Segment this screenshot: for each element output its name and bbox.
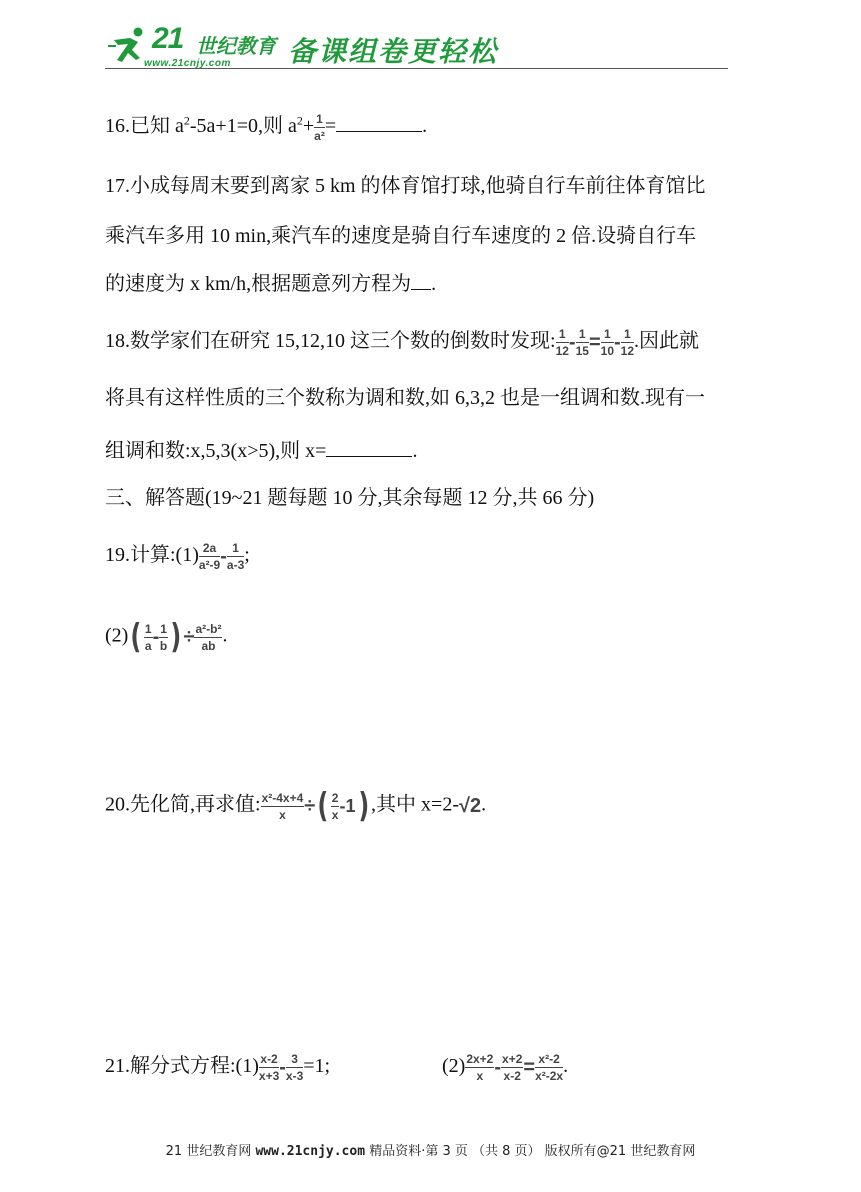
question-17-line-2: 乘汽车多用 10 min,乘汽车的速度是骑自行车速度的 2 倍.设骑自行车: [105, 225, 697, 247]
fraction: $\frac{x+2}{x-2}$: [502, 1051, 523, 1083]
fraction: $\frac{\text{x²-2}}{\text{x²-2x}}$: [535, 1051, 564, 1083]
fraction: $\frac{\text{a²-b²}}{ab}$: [195, 621, 222, 653]
question-17-line-3: 的速度为 x km/h,根据题意列方程为 .: [105, 273, 437, 295]
question-18-line-2: 将具有这样性质的三个数称为调和数,如 6,3,2 也是一组调和数.现有一: [105, 387, 705, 409]
fraction: $\frac{2a}{\text{a²-9}}$: [198, 540, 221, 572]
section-heading: 三、解答题(19~21 题每题 10 分,其余每题 12 分,共 66 分): [105, 487, 595, 509]
fraction: $\frac{1}{\text{a²}}$: [314, 111, 325, 143]
footer-link[interactable]: www.21cnjy.com: [255, 1144, 366, 1159]
fraction: $\frac{2}{x}$: [331, 790, 339, 822]
answer-blank: [336, 113, 422, 132]
fraction: $\frac{1}{b}$: [159, 621, 168, 653]
fraction: $\frac{2x+2}{x}$: [466, 1051, 494, 1083]
question-20: 20.先化简,再求值: $\frac{\text{x²-4x+4}}{x}$ ÷( $\frac{2}{x}$ -1) ,其中 x=2-√2.: [105, 786, 487, 826]
page-footer: 21 世纪教育网 www.21cnjy.com 精品资料·第 3 页 （共 8 页） 版权所有@21 世纪教育网: [165, 1144, 696, 1159]
fraction: $\frac{1}{12}$: [620, 326, 635, 358]
answer-blank: [411, 271, 431, 290]
header-slogan: 备课组卷更轻松: [288, 35, 499, 68]
question-21-part-2: (2) $\frac{2x+2}{x}$ - $\frac{x+2}{x-2}$ = $\frac{\text{x²-2}}{\text{x²-2x}}$ .: [442, 1051, 569, 1083]
fraction: $\frac{1}{a-3}$: [226, 540, 245, 572]
fraction: $\frac{x-2}{x+3}$: [258, 1051, 280, 1083]
answer-blank: [326, 438, 412, 457]
question-16: 16.已知 $a^2-5a+1=0$,则 $a^2+$ $\frac{1}{\text{a²}}$ = .: [105, 111, 428, 143]
fraction: $\frac{1}{a}$: [144, 621, 152, 653]
fraction: $\frac{\text{x²-4x+4}}{x}$: [261, 790, 304, 822]
logo-number: 21: [152, 22, 184, 55]
question-21: 21.解分式方程:(1) $\frac{x-2}{x+3}$ - $\frac{3}{x-3}$ =1;: [105, 1051, 331, 1083]
fraction: $\frac{1}{15}$: [575, 326, 589, 358]
fraction: $\frac{1}{10}$: [600, 326, 614, 358]
fraction: $\frac{1}{12}$: [555, 326, 569, 358]
question-17-line-1: 17.小成每周末要到离家 5 km 的体育馆打球,他骑自行车前往体育馆比: [105, 175, 706, 197]
question-18-line-1: 18.数学家们在研究 15,12,10 这三个数的倒数时发现: $\frac{1}{12}$ - $\frac{1}{15}$ = $\frac{1}{10}$ - $\frac{1}{12}$ .因此就: [105, 326, 700, 358]
logo-url: www.21cnjy.com: [144, 58, 231, 69]
sqrt-expression: √2: [459, 795, 482, 817]
logo-text: 世纪教育: [196, 34, 276, 58]
question-19-part-1: 19.计算:(1) $\frac{2a}{\text{a²-9}}$ - $\frac{1}{a-3}$ ;: [105, 540, 250, 572]
fraction: $\frac{3}{x-3}$: [285, 1051, 304, 1083]
header-divider: [105, 68, 728, 69]
question-19-part-2: (2)( $\frac{1}{a}$ - $\frac{1}{b}$ ) ÷ $\frac{\text{a²-b²}}{ab}$ .: [105, 617, 228, 657]
question-18-line-3: 组调和数:x,5,3(x>5),则 x= .: [105, 440, 418, 462]
